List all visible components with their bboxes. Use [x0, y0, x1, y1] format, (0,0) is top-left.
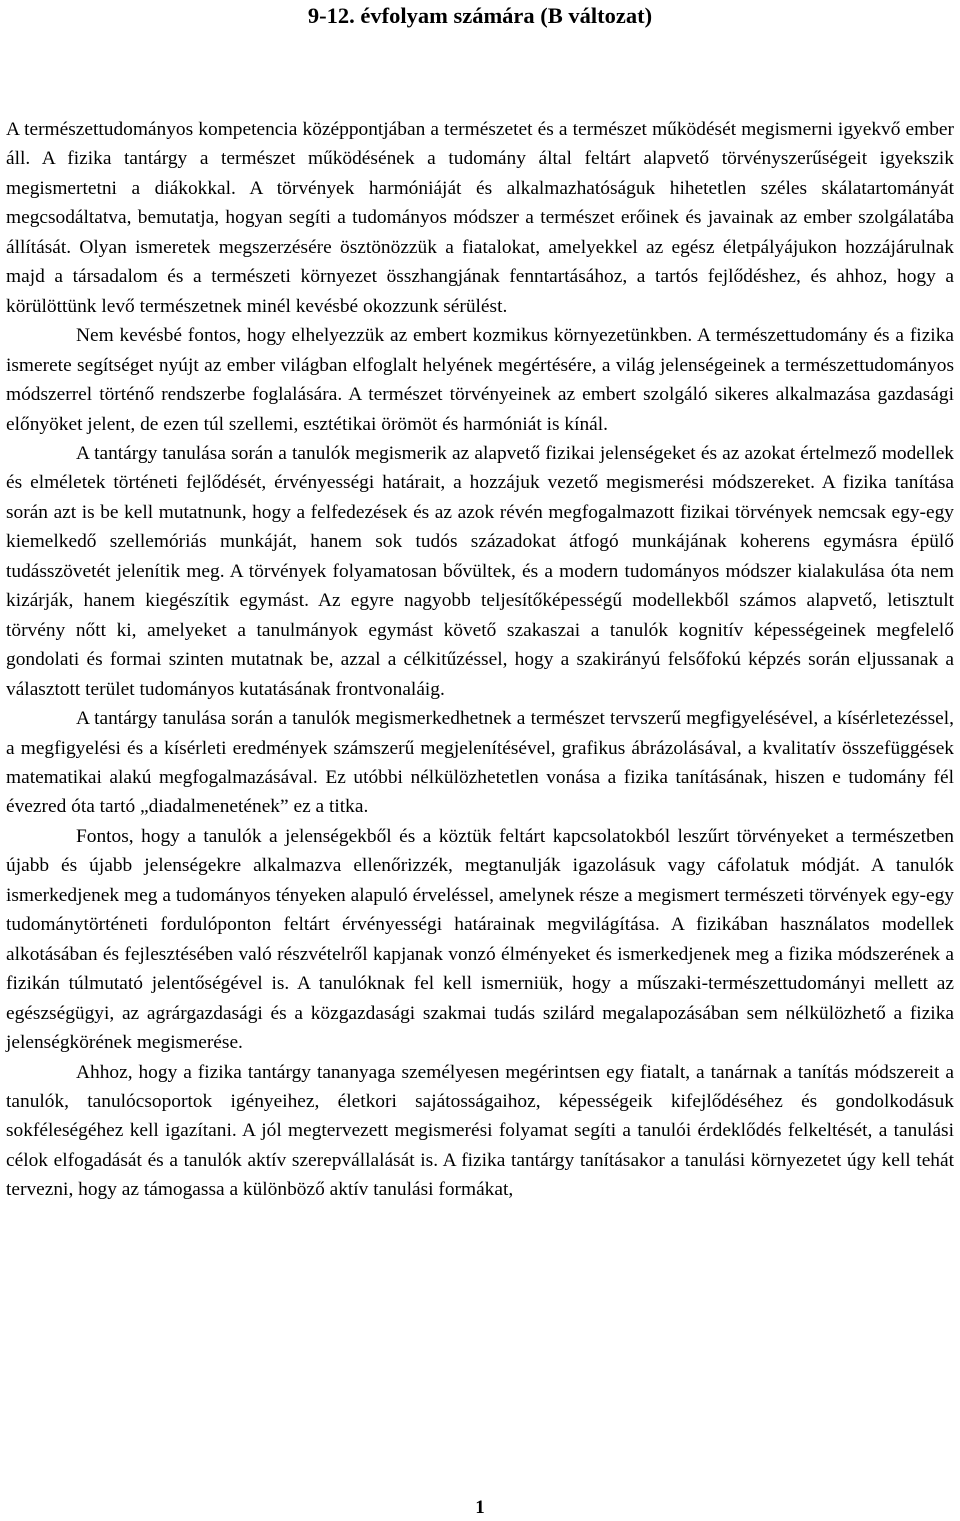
paragraph-2: Nem kevésbé fontos, hogy elhelyezzük az embert kozmikus környezetünkben. A természettudomány és a fizika ismerete segítséget nyújt az ember világban elfoglalt helyének megértésére, a világ jelenségeinek a természettudományos módszerrel történő rendszerbe foglalására. A természet törvényeinek az embert szolgáló sikeres alkalmazása gazdasági előnyöket jelent, de ezen túl szellemi, esztétikai örömöt és harmóniát is kínál. [6, 325, 954, 435]
page-title: 9-12. évfolyam számára (B változat) [307, 3, 653, 28]
paragraph-1: A természettudományos kompetencia középpontjában a természetet és a természet működését megismerni igyekvő ember áll. A fizika tantárgy a természet működésének a tudomány által feltárt alapvető törvényszerűségeit igyekszik megismertetni a diákokkal. A törvények harmóniáját és alkalmazhatóságuk hihetetlen széles skálatartományát megcsodáltatva, bemutatja, hogyan segíti a tudományos módszer a természet erőinek és javainak az ember szolgálatába állítását. Olyan ismeretek megszerzésére ösztönözzük a fiatalokat, amelyekkel az egész életpályájukon hozzájárulnak majd a társadalom és a természeti környezet összhangjának fenntartásához, a tartós fejlődéshez, és ahhoz, hogy a körülöttünk levő természetnek minél kevésbé okozzunk sérülést. [6, 119, 954, 317]
paragraph-5: Fontos, hogy a tanulók a jelenségekből és a köztük feltárt kapcsolatokból leszűrt törvényeket a természetben újabb és újabb jelenségekre alkalmazva ellenőrizzék, megtanulják igazolásuk vagy cáfolatuk módját. A tanulók ismerkedjenek meg a tudományos tényeken alapuló érveléssel, amelynek része a megismert természeti törvények egy-egy tudománytörténeti fordulóponton feltárt érvényességi határainak megvilágítása. A fizikában használatos modellek alkotásában és fejlesztésében való részvételről kapjanak vonzó élményeket és ismerkedjenek meg a fizika módszerének a fizikán túlmutató jelentőségével is. A tanulóknak fel kell ismerniük, hogy a műszaki-természettudományi mellett az egészségügyi, az agrárgazdasági és a közgazdasági szakmai tudás szilárd megalapozásában sem nélkülözhető a fizika jelenségkörének megismerése. [6, 825, 954, 1054]
page-number: 1 [475, 1497, 485, 1518]
paragraph-6: Ahhoz, hogy a fizika tantárgy tananyaga személyesen megérintsen egy fiatalt, a tanárnak a tanítás módszereit a tanulók, tanulócsoportok igényeihez, életkori sajátosságaihoz, képességeik kifejlődéséhez és gondolkodásuk sokféleségéhez kell igazítani. A jól megtervezett megismerési folyamat segíti a tanulói érdeklődés felkeltését, a tanulási célok elfogadását és a tanulók aktív szerepvállalását is. A fizika tantárgy tanításakor a tanulási környezetet úgy kell tehát tervezni, hogy az támogassa a különböző aktív tanulási formákat, [6, 1061, 954, 1201]
document-body [6, 115, 954, 1205]
paragraph-4: A tantárgy tanulása során a tanulók megismerkedhetnek a természet tervszerű megfigyelésével, a kísérletezéssel, a megfigyelési és a kísérleti eredmények számszerű megjelenítésével, grafikus ábrázolásával, a kvalitatív összefüggések matematikai alakú megfogalmazásával. Ez utóbbi nélkülözhetetlen vonása a fizika tanításának, hiszen e tudomány fél évezred óta tartó „diadalmenetének” ez a titka. [6, 708, 954, 818]
paragraph-3: A tantárgy tanulása során a tanulók megismerik az alapvető fizikai jelenségeket és az azokat értelmező modellek és elméletek történeti fejlődését, érvényességi határait, a hozzájuk vezető megismerési módszereket. A fizika tanítása során azt is be kell mutatnunk, hogy a felfedezések és az azok révén megfogalmazott fizikai törvények nemcsak egy-egy kiemelkedő szellemóriás munkáját, hanem sok tudós századokat átfogó munkájának koherens egymásra épülő tudásszövetét jelenítik meg. A törvények folyamatosan bővültek, és a modern tudományos módszer kialakulása óta nem kizárják, hanem kiegészítik egymást. Az egyre nagyobb teljesítőképességű modellekből számos alapvető, letisztult törvény nőtt ki, amelyeket a tanulmányok egymást követő szakaszai a tanulók kognitív képességeinek megfelelő gondolati és formai szinten mutatnak be, azzal a célkitűzéssel, hogy a szakirányú felsőfokú képzés során eljussanak a választott terület tudományos kutatásának frontvonaláig. [6, 442, 954, 700]
